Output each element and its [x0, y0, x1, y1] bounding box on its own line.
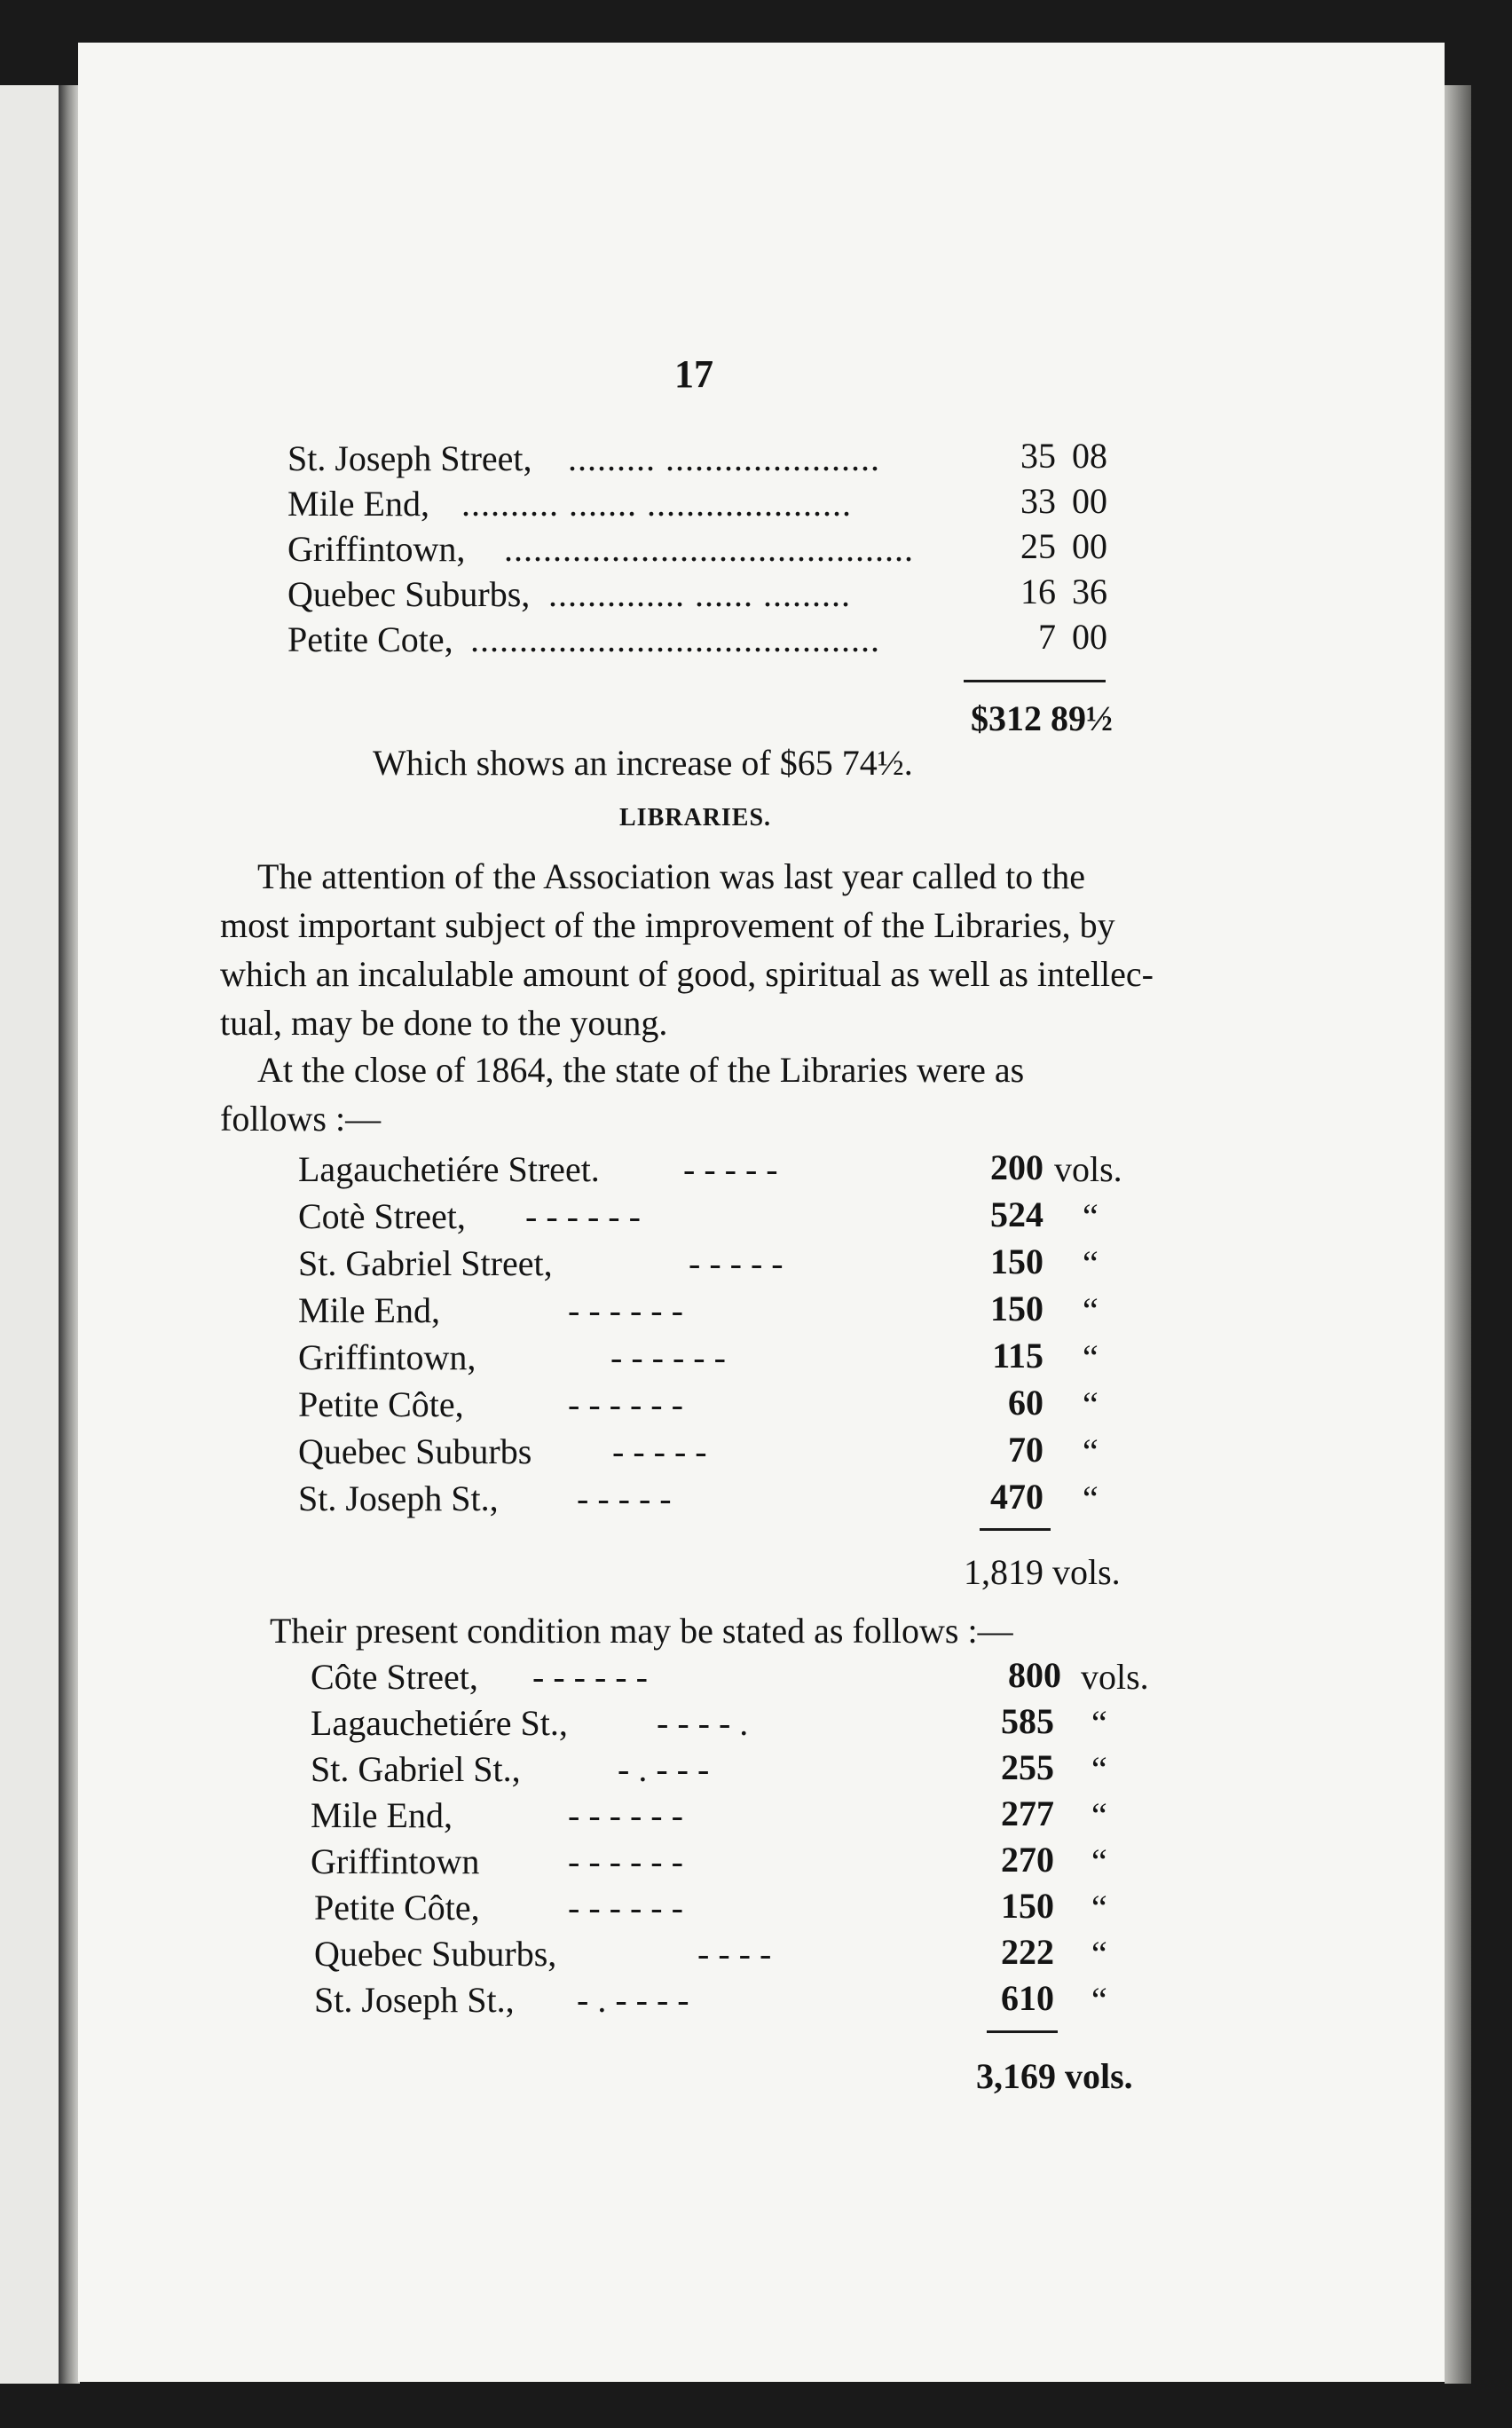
contribution-dollars: 7: [1038, 617, 1056, 657]
paragraph-line: The attention of the Association was last year called to the: [257, 856, 1086, 896]
contribution-label: Griffintown,: [287, 529, 466, 569]
total-rule: [980, 1528, 1051, 1531]
library-unit: “: [1083, 1196, 1099, 1236]
paragraph-line: most important subject of the improvement of the Libraries, by: [220, 905, 1115, 945]
library-leader-dashes: - - - - .: [657, 1703, 749, 1743]
library-count: 524: [990, 1194, 1043, 1234]
library-count: 60: [1008, 1383, 1043, 1423]
library-unit: “: [1083, 1290, 1099, 1330]
library-unit: “: [1091, 1980, 1107, 2020]
library-leader-dashes: - - - - -: [683, 1149, 778, 1189]
facing-page-edge: [0, 85, 64, 2384]
total-rule: [987, 2030, 1058, 2033]
library-unit: “: [1091, 1934, 1107, 1974]
library-unit: “: [1091, 1841, 1107, 1881]
paragraph-line: follows :—: [220, 1099, 382, 1139]
library-leader-dashes: - - - - - -: [568, 1795, 683, 1835]
contribution-label: Petite Cote,: [287, 619, 453, 659]
library-leader-dashes: - . - - - -: [577, 1980, 689, 2020]
library-count: 222: [1001, 1932, 1054, 1972]
library-count: 150: [1001, 1886, 1054, 1926]
library-leader-dashes: - - - - - -: [568, 1888, 683, 1927]
library-count: 610: [1001, 1978, 1054, 2018]
library-leader-dashes: - - - - -: [689, 1243, 784, 1283]
contribution-dollars: 35: [1020, 436, 1056, 476]
library-leader-dashes: - - - - - -: [610, 1337, 726, 1377]
library-name: Lagauchetiére Street.: [298, 1149, 600, 1189]
library-count: 200: [990, 1147, 1043, 1187]
book-page: [78, 43, 1445, 2382]
contribution-leader-dots: .............. ...... .........: [548, 574, 851, 614]
contribution-leader-dots: ......... ......................: [568, 438, 880, 478]
page-edge-shadow: [1445, 85, 1471, 2384]
paragraph-line: At the close of 1864, the state of the Libraries were as: [257, 1050, 1025, 1090]
library-name: Mile End,: [298, 1290, 440, 1330]
library-name: Cotè Street,: [298, 1196, 466, 1236]
total-rule: [964, 680, 1106, 682]
library-name: Lagauchetiére St.,: [311, 1703, 568, 1743]
library-count: 115: [992, 1336, 1043, 1376]
library-count: 270: [1001, 1840, 1054, 1880]
library-unit: “: [1083, 1478, 1099, 1518]
book-gutter: [59, 85, 80, 2384]
contribution-cents: 08: [1072, 436, 1107, 476]
page-number: 17: [674, 352, 713, 396]
library-unit: “: [1083, 1431, 1099, 1471]
libraries-present-total: 3,169 vols.: [976, 2056, 1133, 2096]
library-leader-dashes: - - - - - -: [525, 1196, 641, 1236]
library-unit: “: [1083, 1384, 1099, 1424]
contribution-dollars: 25: [1020, 526, 1056, 566]
contribution-label: Quebec Suburbs,: [287, 574, 531, 614]
library-count: 150: [990, 1289, 1043, 1328]
library-count: 585: [1001, 1701, 1054, 1741]
library-name: Griffintown,: [298, 1337, 476, 1377]
state-1864-paragraph: [220, 1045, 1189, 1143]
library-count: 150: [990, 1242, 1043, 1281]
contribution-dollars: 33: [1020, 481, 1056, 521]
increase-statement: Which shows an increase of $65 74½.: [373, 743, 913, 783]
library-unit: “: [1091, 1888, 1107, 1927]
library-leader-dashes: - - - - - -: [568, 1290, 683, 1330]
library-name: Petite Côte,: [298, 1384, 464, 1424]
libraries-1864-total: 1,819 vols.: [964, 1552, 1121, 1592]
library-leader-dashes: - - - -: [697, 1934, 772, 1974]
library-name: Petite Côte,: [314, 1888, 480, 1927]
contributions-total: $312 89½: [971, 698, 1113, 738]
contribution-dollars: 16: [1020, 572, 1056, 611]
library-count: 70: [1008, 1430, 1043, 1470]
library-name: Quebec Suburbs,: [314, 1934, 557, 1974]
library-name: Mile End,: [311, 1795, 453, 1835]
library-unit: vols.: [1054, 1149, 1122, 1189]
present-condition-intro: Their present condition may be stated as follows :—: [270, 1611, 1013, 1651]
library-unit: vols.: [1081, 1657, 1149, 1697]
library-leader-dashes: - - - - -: [577, 1478, 672, 1518]
library-unit: “: [1083, 1337, 1099, 1377]
library-name: Côte Street,: [311, 1657, 478, 1697]
library-unit: “: [1091, 1795, 1107, 1835]
contribution-cents: 00: [1072, 526, 1107, 566]
library-unit: “: [1091, 1749, 1107, 1789]
library-count: 470: [990, 1477, 1043, 1517]
library-count: 255: [1001, 1747, 1054, 1787]
contribution-cents: 00: [1072, 617, 1107, 657]
library-name: St. Joseph St.,: [298, 1478, 499, 1518]
library-unit: “: [1083, 1243, 1099, 1283]
library-count: 277: [1001, 1793, 1054, 1833]
contribution-leader-dots: ..........................................: [504, 529, 914, 569]
libraries-heading: LIBRARIES.: [619, 804, 772, 832]
library-name: St. Gabriel Street,: [298, 1243, 553, 1283]
contribution-cents: 00: [1072, 481, 1107, 521]
contribution-label: Mile End,: [287, 484, 429, 524]
paragraph-line: which an incalulable amount of good, spiritual as well as intellec-: [220, 954, 1154, 994]
contribution-cents: 36: [1072, 572, 1107, 611]
library-name: St. Joseph St.,: [314, 1980, 515, 2020]
contribution-leader-dots: ..........................................: [470, 619, 880, 659]
library-leader-dashes: - - - - - -: [532, 1657, 648, 1697]
library-count: 800: [1008, 1655, 1061, 1695]
library-name: Griffintown: [311, 1841, 480, 1881]
library-leader-dashes: - . - - -: [618, 1749, 710, 1789]
library-name: St. Gabriel St.,: [311, 1749, 521, 1789]
library-name: Quebec Suburbs: [298, 1431, 532, 1471]
contribution-label: St. Joseph Street,: [287, 438, 532, 478]
paragraph-line: tual, may be done to the young.: [220, 1003, 668, 1043]
library-leader-dashes: - - - - - -: [568, 1384, 683, 1424]
library-leader-dashes: - - - - - -: [568, 1841, 683, 1881]
contribution-leader-dots: .......... ....... .....................: [461, 484, 852, 524]
library-unit: “: [1091, 1703, 1107, 1743]
intro-paragraph: [220, 852, 1189, 1047]
library-leader-dashes: - - - - -: [612, 1431, 707, 1471]
